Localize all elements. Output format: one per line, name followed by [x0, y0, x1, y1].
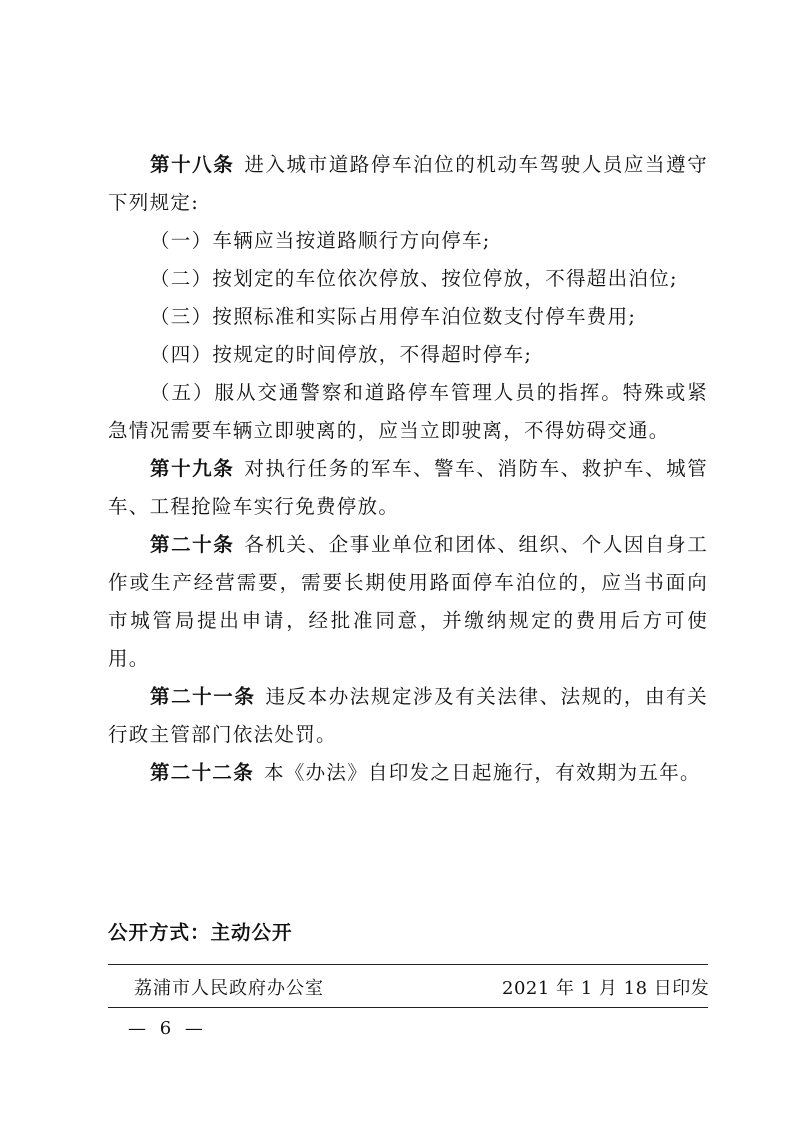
article-22-label: 第二十二条 — [150, 761, 255, 784]
article-20-text: 各机关、企事业单位和团体、组织、个人因自身工作或生产经营需要，需要长期使用路面停车泊位的，应当书面向市城管局提出申请，经批准同意，并缴纳规定的费用后方可使用。 — [108, 533, 708, 670]
article-19 — [108, 450, 708, 526]
document-body — [108, 146, 708, 792]
issue-date: 2021 年 1 月 18 日印发 — [502, 978, 710, 999]
footer-top-rule — [108, 964, 708, 965]
article-18-item-2: （二）按划定的车位依次停放、按位停放，不得超出泊位; — [150, 267, 678, 290]
article-20-label: 第二十条 — [150, 533, 235, 556]
issuing-office: 荔浦市人民政府办公室 — [134, 978, 324, 999]
article-18-item-1: （一）车辆应当按道路顺行方向停车; — [150, 229, 491, 252]
article-18-item-3: （三）按照标准和实际占用停车泊位数支付停车费用; — [150, 305, 637, 328]
disclosure-method: 公开方式：主动公开 — [108, 921, 293, 944]
article-19-label: 第十九条 — [150, 457, 235, 480]
article-19-text: 对执行任务的军车、警车、消防车、救护车、城管车、工程抢险车实行免费停放。 — [108, 457, 708, 518]
article-18-text: 进入城市道路停车泊位的机动车驾驶人员应当遵守下列规定: — [108, 153, 708, 214]
article-18-item-4: （四）按规定的时间停放，不得超时停车; — [150, 343, 533, 366]
article-21-text: 违反本办法规定涉及有关法律、法规的，由有关行政主管部门依法处罚。 — [108, 685, 708, 746]
article-20 — [108, 526, 708, 678]
article-21 — [108, 678, 708, 754]
article-21-label: 第二十一条 — [150, 685, 256, 708]
page-number: — 6 — — [128, 1018, 207, 1039]
footer-bottom-rule — [108, 1007, 708, 1008]
article-18-label: 第十八条 — [150, 153, 235, 176]
article-18-item-5: （五）服从交通警察和道路停车管理人员的指挥。特殊或紧急情况需要车辆立即驶离的，应当立即驶离，不得妨碍交通。 — [108, 381, 708, 442]
article-18 — [108, 146, 708, 222]
article-22 — [108, 754, 708, 792]
article-22-text: 本《办法》自印发之日起施行，有效期为五年。 — [264, 761, 701, 784]
